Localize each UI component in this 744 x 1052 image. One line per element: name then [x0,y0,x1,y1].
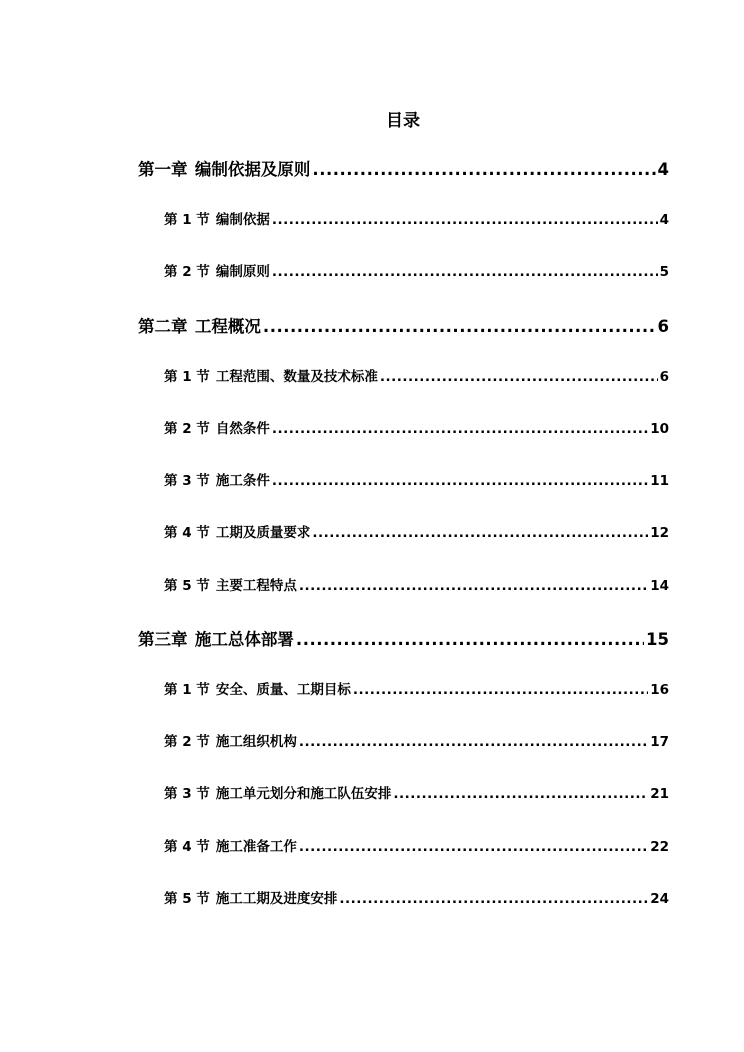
toc-entry-label [164,730,297,750]
toc-entry-number: 第二章 [138,316,188,336]
toc-entry-text: 自然条件 [215,421,270,437]
toc-page-number: 14 [650,577,669,594]
toc-entry-text: 施工总体部署 [194,629,294,649]
toc-entry-label [164,782,391,802]
toc-entry-text: 安全、质量、工期目标 [215,682,351,698]
toc-entry-label [164,417,270,437]
toc-entry-text: 编制原则 [215,264,270,281]
toc-dot-leader [339,891,648,907]
toc-dot-leader [299,578,648,594]
toc-entry-label [138,313,261,337]
toc-entry-number: 第 4 节 [164,525,210,542]
toc-entry-text: 施工单元划分和施工队伍安排 [215,786,392,803]
toc-entry-label [164,887,337,907]
toc-dot-leader [299,734,648,750]
toc-dot-leader [296,630,644,649]
toc-dot-leader [353,682,648,698]
toc-dot-leader [272,421,648,437]
toc-entry-number: 第 3 节 [164,473,210,490]
toc-entry-text: 工程概况 [194,316,261,336]
toc-section-entry[interactable] [164,365,669,385]
toc-entry-text: 施工工期及进度安排 [215,890,338,907]
toc-page-number: 4 [659,212,669,229]
toc-dot-leader [312,160,655,179]
toc-page-number: 4 [657,160,669,179]
toc-entry-number: 第 2 节 [164,421,210,437]
toc-entry-label [164,469,270,489]
toc-entry-label [164,365,378,385]
toc-entry-number: 第 3 节 [164,786,210,803]
toc-dot-leader [312,525,648,541]
toc-chapter-entry[interactable] [138,313,669,337]
toc-section-entry[interactable] [164,521,669,541]
toc-page-number: 10 [650,421,669,437]
toc-entry-number: 第 5 节 [164,577,210,594]
toc-entry-text: 工程范围、数量及技术标准 [215,368,378,385]
toc-section-entry[interactable] [164,208,669,228]
toc-entry-label [138,626,294,650]
toc-entry-text: 编制依据 [215,212,270,229]
toc-dot-leader [380,369,658,385]
toc-entry-number: 第 1 节 [164,368,210,385]
toc-entry-number: 第一章 [138,160,188,179]
toc-entry-text: 编制依据及原则 [194,160,311,179]
toc-section-entry[interactable] [164,730,669,750]
toc-section-entry[interactable] [164,469,669,489]
toc-entry-label [164,521,310,541]
toc-entry-text: 施工准备工作 [215,838,297,855]
toc-dot-leader [263,317,656,336]
toc-section-entry[interactable] [164,678,669,698]
toc-entry-label [138,156,310,180]
toc-entry-text: 工期及质量要求 [215,525,311,542]
toc-dot-leader [272,473,648,489]
toc-section-entry[interactable] [164,887,669,907]
toc-page-number: 5 [659,264,669,281]
toc-entry-number: 第 2 节 [164,734,210,751]
toc-entry-number: 第 1 节 [164,212,210,229]
toc-entry-label [164,574,297,594]
toc-page-number: 15 [646,629,669,649]
toc-page-number: 21 [650,786,669,803]
toc-entry-text: 施工组织机构 [215,734,297,751]
toc-section-entry[interactable] [164,782,669,802]
toc-page-number: 17 [650,734,669,751]
toc-page-number: 22 [650,838,669,855]
toc-title: 目录 [386,111,420,131]
toc-page-number: 6 [659,368,669,385]
toc-page-number: 16 [650,682,669,698]
toc-chapter-entry[interactable] [138,156,669,180]
toc-entry-label [164,678,351,698]
toc-section-entry[interactable] [164,574,669,594]
toc-entry-label [164,835,297,855]
toc-entry-number: 第三章 [138,629,188,649]
toc-entry-label [164,208,270,228]
toc-dot-leader [299,839,648,855]
toc-page-number: 24 [650,890,669,907]
toc-entry-number: 第 2 节 [164,264,210,281]
toc-page-number: 12 [650,525,669,542]
toc-dot-leader [272,264,658,280]
toc-section-entry[interactable] [164,835,669,855]
toc-dot-leader [393,786,648,802]
toc-page-number: 11 [650,473,669,490]
toc-entry-number: 第 4 节 [164,838,210,855]
toc-page-number: 6 [657,316,669,336]
toc-entry-number: 第 1 节 [164,682,210,698]
toc-section-entry[interactable] [164,260,669,280]
toc-dot-leader [272,212,658,228]
toc-entry-label [164,260,270,280]
toc-chapter-entry[interactable] [138,626,669,650]
toc-entry-text: 主要工程特点 [215,577,297,594]
toc-entry-text: 施工条件 [215,473,270,490]
toc-entry-number: 第 5 节 [164,890,210,907]
toc-section-entry[interactable] [164,417,669,437]
